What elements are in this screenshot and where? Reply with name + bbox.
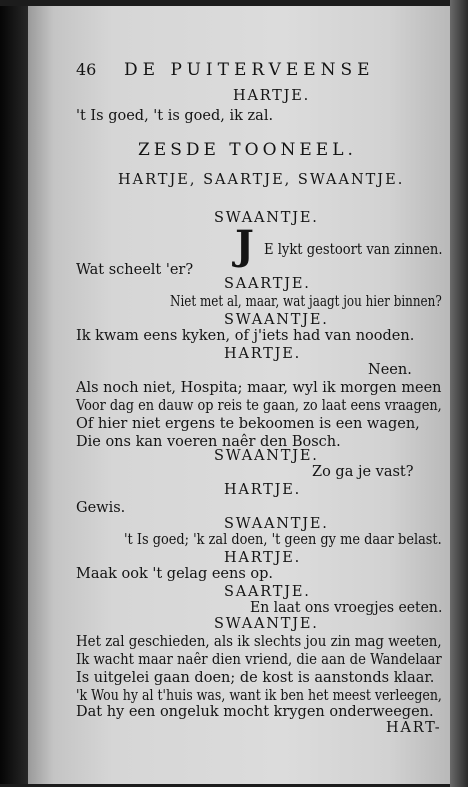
dialogue-line: Ik kwam eens kyken, of j'iets had van nooden. <box>76 328 415 344</box>
speaker-saartje: SAARTJE. <box>224 584 311 600</box>
speaker-hartje: HARTJE. <box>224 346 302 362</box>
page-number: 46 <box>76 60 97 79</box>
speaker-swaantje: SWAANTJE. <box>214 210 319 226</box>
speaker-swaantje: SWAANTJE. <box>224 516 329 532</box>
dialogue-line: 'k Wou hy al t'huis was, want ik ben het meest verleegen, <box>76 688 442 704</box>
book-gutter <box>0 6 30 784</box>
running-title: DE PUITERVEENSE <box>124 60 375 80</box>
dialogue-line: Voor dag en dauw op reis te gaan, zo laat eens vraagen, <box>76 398 442 414</box>
dialogue-line: Het zal geschieden, als ik slechts jou zin mag weeten, <box>76 634 442 650</box>
dialogue-line: Ik wacht maar naêr dien vriend, die aan de Wandelaar <box>76 652 442 668</box>
speaker-saartje: SAARTJE. <box>224 276 311 292</box>
dialogue-line: Die ons kan voeren naêr den Bosch. <box>76 434 341 450</box>
dialogue-line: Maak ook 't gelag eens op. <box>76 566 274 582</box>
speaker-swaantje: SWAANTJE. <box>214 616 319 632</box>
speaker-hartje: HARTJE. <box>233 88 311 104</box>
scene-characters: HARTJE, SAARTJE, SWAANTJE. <box>118 172 405 188</box>
speaker-hartje: HARTJE. <box>224 482 302 498</box>
speaker-swaantje: SWAANTJE. <box>214 448 319 464</box>
dialogue-line: Of hier niet ergens te bekoomen is een wagen, <box>76 416 420 432</box>
speaker-hartje: HARTJE. <box>224 550 302 566</box>
dialogue-line: Niet met al, maar, wat jaagt jou hier binnen? <box>170 294 442 310</box>
dialogue-line: Dat hy een ongeluk mocht krygen onderweegen. <box>76 704 434 720</box>
dialogue-line: Neen. <box>368 362 412 378</box>
dialogue-line: 't Is goed; 'k zal doen, 't geen gy me daar belast. <box>124 532 442 548</box>
page-edge <box>450 0 468 787</box>
book-page <box>28 6 452 784</box>
dialogue-line: Als noch niet, Hospita; maar, wyl ik morgen meen <box>76 380 442 396</box>
catchword: HART- <box>386 720 442 736</box>
speaker-swaantje: SWAANTJE. <box>224 312 329 328</box>
dialogue-line: En laat ons vroegjes eeten. <box>250 600 443 616</box>
dialogue-line: Zo ga je vast? <box>312 464 414 480</box>
drop-cap: J <box>235 222 254 269</box>
dialogue-line: 't Is goed, 't is goed, ik zal. <box>76 108 274 124</box>
scene-title: ZESDE TOONEEL. <box>138 140 357 160</box>
dialogue-line: Gewis. <box>76 500 126 516</box>
dialogue-line: E lykt gestoort van zinnen. <box>264 242 443 258</box>
dialogue-line: Wat scheelt 'er? <box>76 262 194 278</box>
dialogue-line: Is uitgelei gaan doen; de kost is aanstonds klaar. <box>76 670 435 686</box>
